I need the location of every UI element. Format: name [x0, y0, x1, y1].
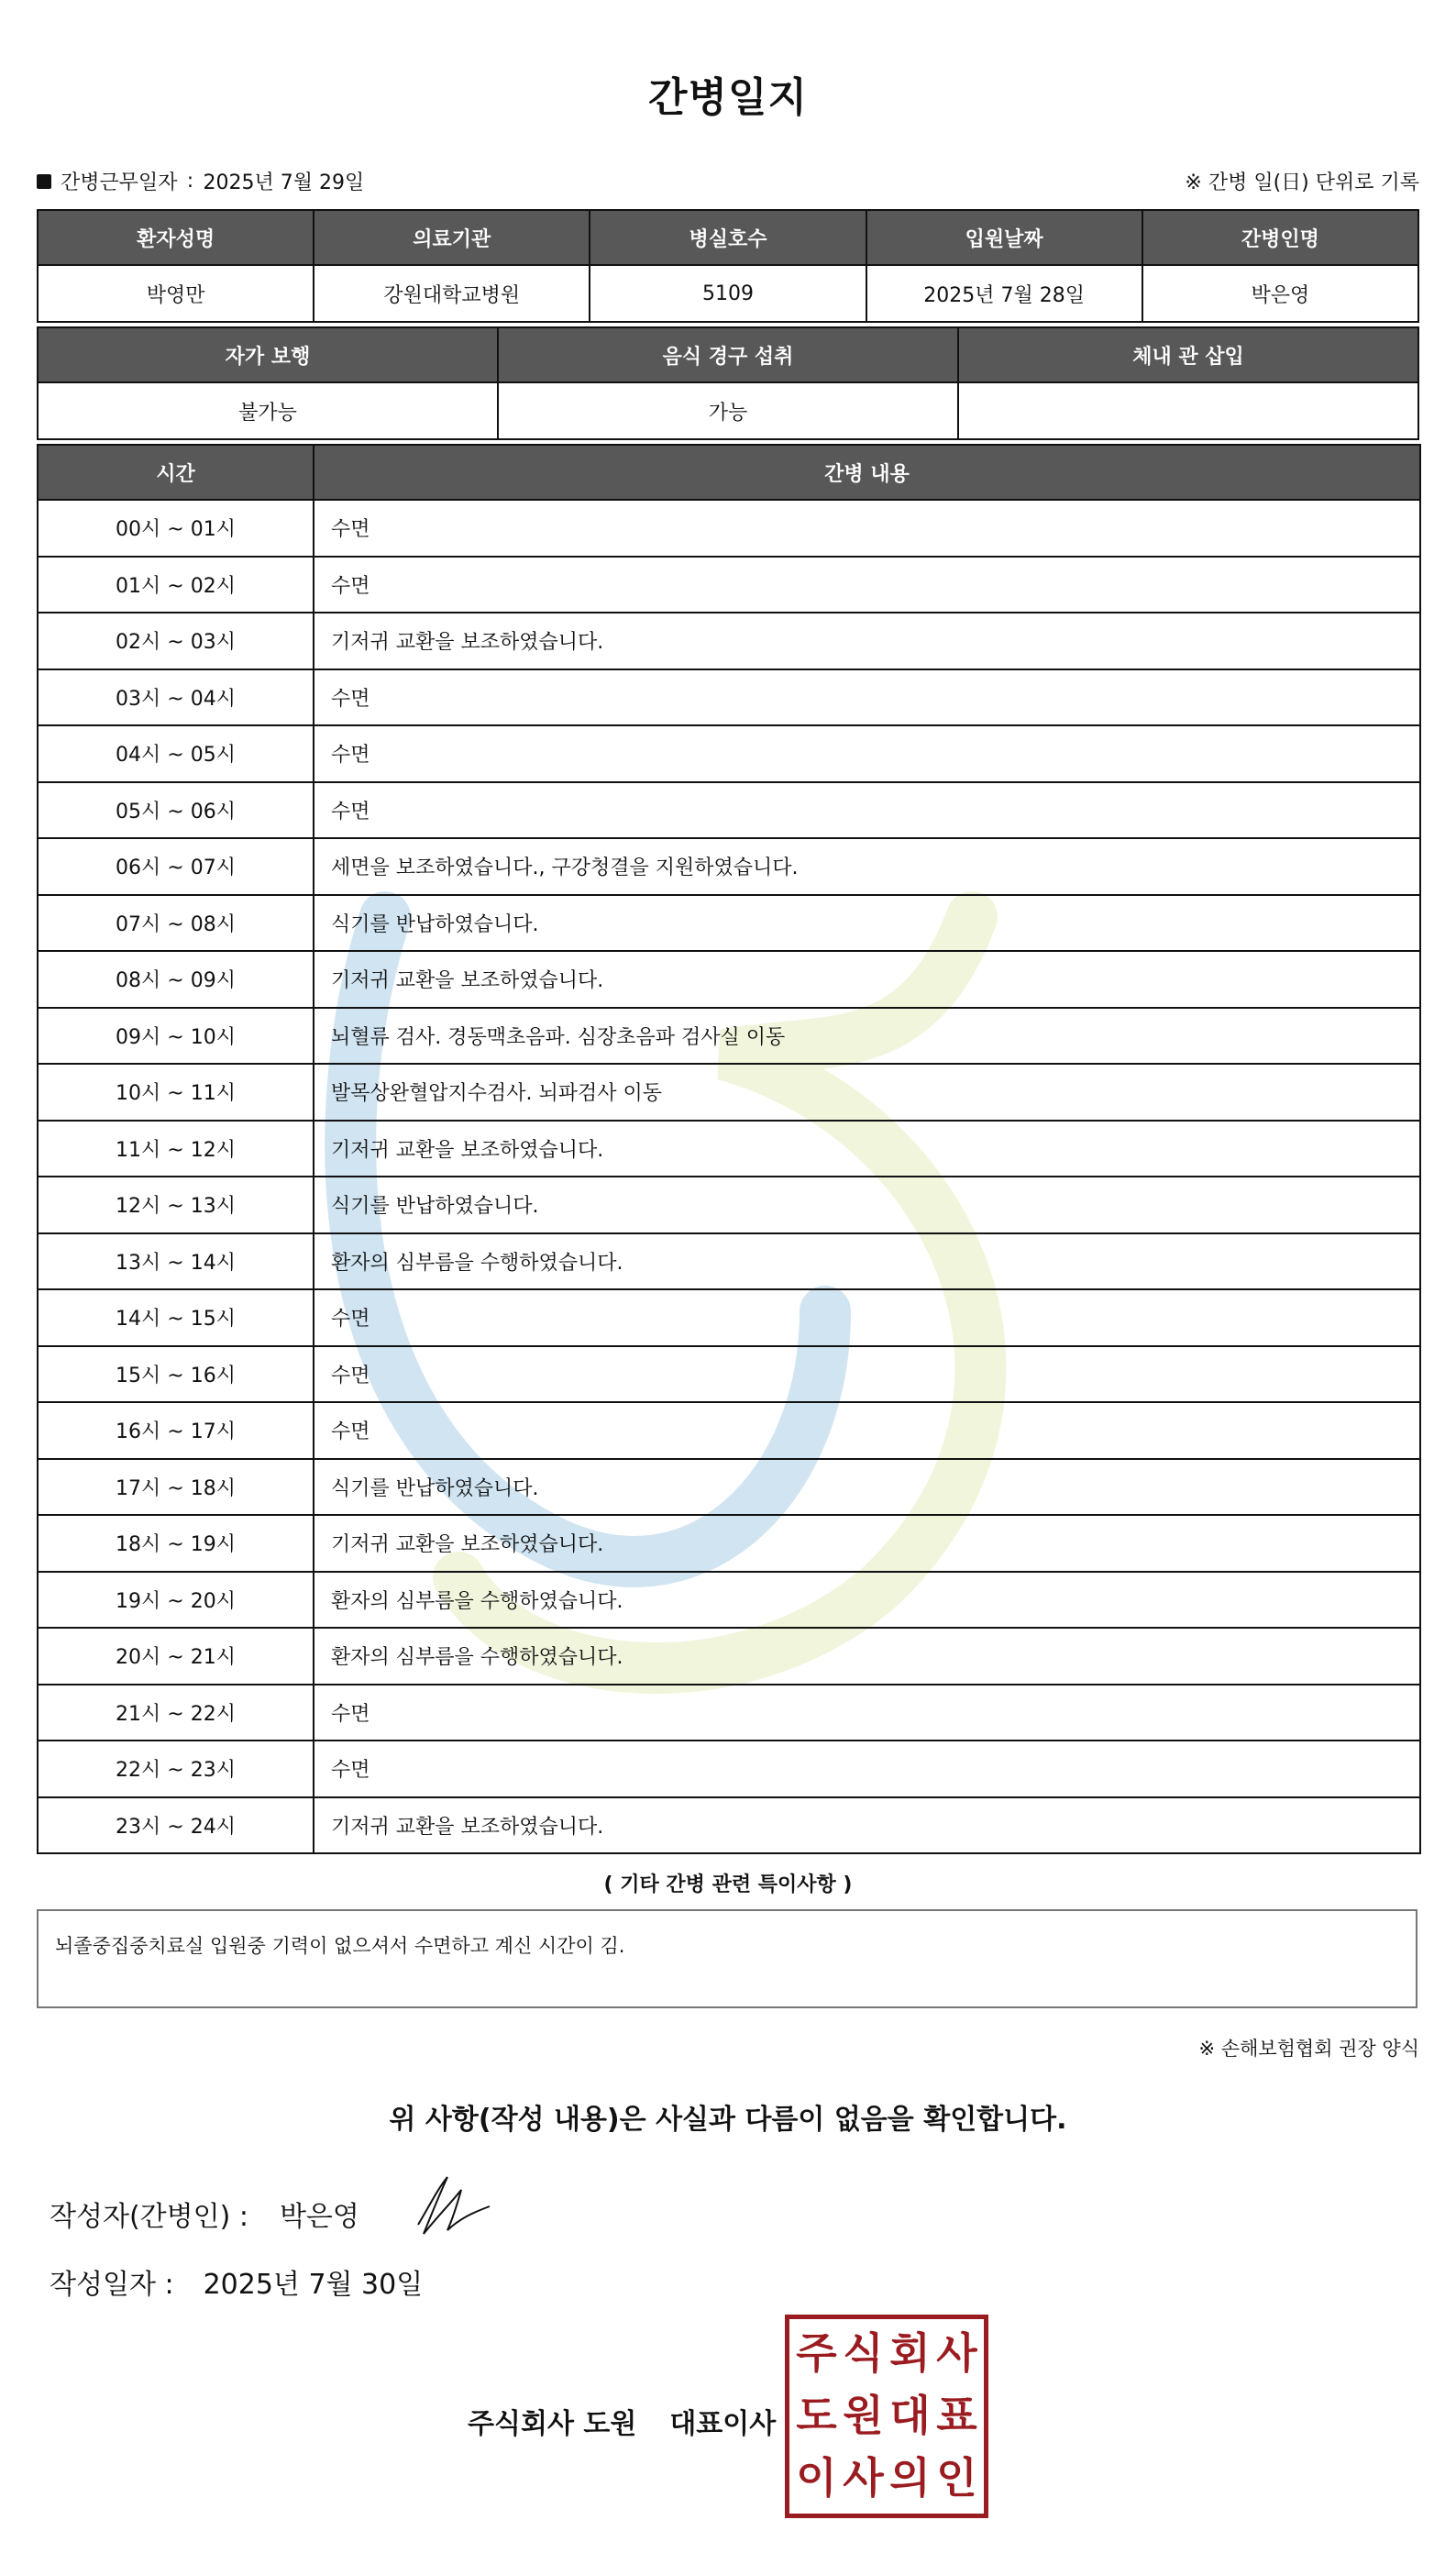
log-time: 19시 ~ 20시	[38, 1572, 314, 1629]
log-content: 수면	[314, 1346, 1420, 1403]
log-content: 수면	[314, 782, 1420, 839]
company-line	[468, 2401, 776, 2441]
log-time: 01시 ~ 02시	[38, 557, 314, 613]
table-row	[38, 1572, 1420, 1629]
company-role: 대표이사	[669, 2408, 777, 2440]
log-time: 17시 ~ 18시	[38, 1459, 314, 1516]
log-time: 22시 ~ 23시	[38, 1741, 314, 1797]
log-time: 08시 ~ 09시	[38, 951, 314, 1008]
remarks-box	[37, 1909, 1417, 2008]
header-walking: 자가 보행	[38, 327, 498, 382]
log-content: 뇌혈류 검사. 경동맥초음파. 심장초음파 검사실 이동	[314, 1008, 1420, 1065]
patient-status-table	[37, 326, 1419, 440]
log-time: 20시 ~ 21시	[38, 1628, 314, 1685]
table-row	[38, 1685, 1420, 1741]
log-content: 기저귀 교환을 보조하였습니다.	[314, 951, 1420, 1008]
log-time: 18시 ~ 19시	[38, 1515, 314, 1572]
log-time: 00시 ~ 01시	[38, 500, 314, 557]
log-content: 환자의 심부름을 수행하였습니다.	[314, 1628, 1420, 1685]
company-name: 주식회사 도원	[468, 2408, 637, 2440]
remarks-title: ( 기타 간병 관련 특이사항 )	[603, 1873, 853, 1896]
stamp-glyph: 주	[796, 2328, 837, 2378]
stamp-glyph: 식	[843, 2328, 884, 2378]
work-date	[37, 167, 364, 195]
signature-image	[411, 2170, 493, 2243]
log-time: 15시 ~ 16시	[38, 1346, 314, 1403]
patient-status-header-row	[38, 327, 1418, 382]
table-row	[38, 1177, 1420, 1233]
stamp-glyph: 원	[843, 2391, 884, 2440]
log-content: 기저귀 교환을 보조하였습니다.	[314, 1515, 1420, 1572]
company-seal-stamp	[785, 2315, 988, 2518]
writer-label: 작성자(간병인) :	[50, 2201, 248, 2233]
log-time: 04시 ~ 05시	[38, 725, 314, 782]
hospital: 강원대학교병원	[314, 265, 590, 322]
header-caregiver: 간병인명	[1142, 210, 1418, 265]
patient-status-value-row	[38, 382, 1418, 439]
log-time: 13시 ~ 14시	[38, 1233, 314, 1290]
table-row	[38, 1628, 1420, 1685]
header-oral-intake: 음식 경구 섭취	[498, 327, 958, 382]
log-content: 수면	[314, 1685, 1420, 1741]
tube-status	[958, 382, 1418, 439]
log-content: 수면	[314, 1289, 1420, 1346]
bullet-square-icon	[37, 174, 51, 189]
written-date-value: 2025년 7월 30일	[203, 2269, 424, 2301]
log-content: 수면	[314, 557, 1420, 613]
stamp-glyph: 인	[936, 2453, 977, 2503]
header-admission-date: 입원날짜	[866, 210, 1142, 265]
header-tube: 체내 관 삽입	[958, 327, 1418, 382]
care-log-table	[37, 444, 1421, 1854]
log-content: 수면	[314, 500, 1420, 557]
stamp-glyph: 대	[889, 2391, 931, 2440]
confirmation-statement: 위 사항(작성 내용)은 사실과 다름이 없음을 확인합니다.	[389, 2104, 1067, 2136]
header-care-content: 간병 내용	[314, 445, 1420, 500]
table-row	[38, 1121, 1420, 1177]
log-time: 23시 ~ 24시	[38, 1797, 314, 1854]
table-row	[38, 1289, 1420, 1346]
log-time: 14시 ~ 15시	[38, 1289, 314, 1346]
log-content: 환자의 심부름을 수행하였습니다.	[314, 1572, 1420, 1629]
patient-name: 박영만	[38, 265, 314, 322]
writer-name: 박은영	[279, 2201, 359, 2233]
log-content: 수면	[314, 1741, 1420, 1797]
work-date-label: 간병근무일자	[61, 171, 178, 194]
admission-date: 2025년 7월 28일	[866, 265, 1142, 322]
log-time: 05시 ~ 06시	[38, 782, 314, 839]
stamp-glyph: 사	[843, 2453, 884, 2503]
log-content: 세면을 보조하였습니다., 구강청결을 지원하였습니다.	[314, 838, 1420, 895]
log-time: 16시 ~ 17시	[38, 1402, 314, 1459]
remarks-text: 뇌졸중집중치료실 입원중 기력이 없으셔서 수면하고 계신 시간이 김.	[55, 1935, 625, 1957]
table-row	[38, 782, 1420, 839]
table-row	[38, 500, 1420, 557]
stamp-glyph: 표	[936, 2391, 977, 2440]
table-row	[38, 1008, 1420, 1065]
unit-note: ※ 간병 일(日) 단위로 기록	[1185, 171, 1419, 194]
table-row	[38, 1741, 1420, 1797]
log-content: 식기를 반납하였습니다.	[314, 1459, 1420, 1516]
form-note: ※ 손해보험협회 권장 양식	[1198, 2038, 1419, 2060]
table-row	[38, 951, 1420, 1008]
log-content: 환자의 심부름을 수행하였습니다.	[314, 1233, 1420, 1290]
log-time: 09시 ~ 10시	[38, 1008, 314, 1065]
table-row	[38, 613, 1420, 669]
log-content: 수면	[314, 725, 1420, 782]
table-row	[38, 557, 1420, 613]
written-date-label: 작성일자 :	[50, 2269, 174, 2301]
writer-line	[50, 2194, 359, 2234]
table-row	[38, 1402, 1420, 1459]
log-time: 02시 ~ 03시	[38, 613, 314, 669]
log-time: 11시 ~ 12시	[38, 1121, 314, 1177]
oral-intake-status: 가능	[498, 382, 958, 439]
table-row	[38, 1515, 1420, 1572]
patient-info-table	[37, 209, 1419, 323]
stamp-glyph: 회	[889, 2328, 931, 2378]
log-content: 기저귀 교환을 보조하였습니다.	[314, 1797, 1420, 1854]
written-date-line	[50, 2261, 423, 2302]
table-row	[38, 1064, 1420, 1121]
log-time: 10시 ~ 11시	[38, 1064, 314, 1121]
log-time: 06시 ~ 07시	[38, 838, 314, 895]
work-date-separator: :	[186, 170, 194, 193]
stamp-glyph: 도	[796, 2391, 837, 2440]
table-row	[38, 669, 1420, 726]
log-content: 식기를 반납하였습니다.	[314, 1177, 1420, 1233]
log-content: 수면	[314, 1402, 1420, 1459]
table-row	[38, 725, 1420, 782]
header-room: 병실호수	[590, 210, 866, 265]
caregiver-name: 박은영	[1142, 265, 1418, 322]
document-title: 간병일지	[647, 74, 808, 121]
table-row	[38, 895, 1420, 952]
log-content: 기저귀 교환을 보조하였습니다.	[314, 613, 1420, 669]
patient-info-header-row	[38, 210, 1418, 265]
log-time: 12시 ~ 13시	[38, 1177, 314, 1233]
header-patient-name: 환자성명	[38, 210, 314, 265]
table-row	[38, 1797, 1420, 1854]
table-row	[38, 838, 1420, 895]
log-content: 기저귀 교환을 보조하였습니다.	[314, 1121, 1420, 1177]
care-log-header-row	[38, 445, 1420, 500]
log-content: 수면	[314, 669, 1420, 726]
stamp-glyph: 사	[936, 2328, 977, 2378]
room-number: 5109	[590, 265, 866, 322]
log-time: 07시 ~ 08시	[38, 895, 314, 952]
table-row	[38, 1233, 1420, 1290]
header-time: 시간	[38, 445, 314, 500]
stamp-glyph: 의	[889, 2453, 931, 2503]
log-time: 03시 ~ 04시	[38, 669, 314, 726]
stamp-glyph: 이	[796, 2453, 837, 2503]
patient-info-value-row	[38, 265, 1418, 322]
header-hospital: 의료기관	[314, 210, 590, 265]
walking-status: 불가능	[38, 382, 498, 439]
work-date-value: 2025년 7월 29일	[203, 171, 365, 194]
table-row	[38, 1346, 1420, 1403]
log-content: 식기를 반납하였습니다.	[314, 895, 1420, 952]
table-row	[38, 1459, 1420, 1516]
log-time: 21시 ~ 22시	[38, 1685, 314, 1741]
log-content: 발목상완혈압지수검사. 뇌파검사 이동	[314, 1064, 1420, 1121]
